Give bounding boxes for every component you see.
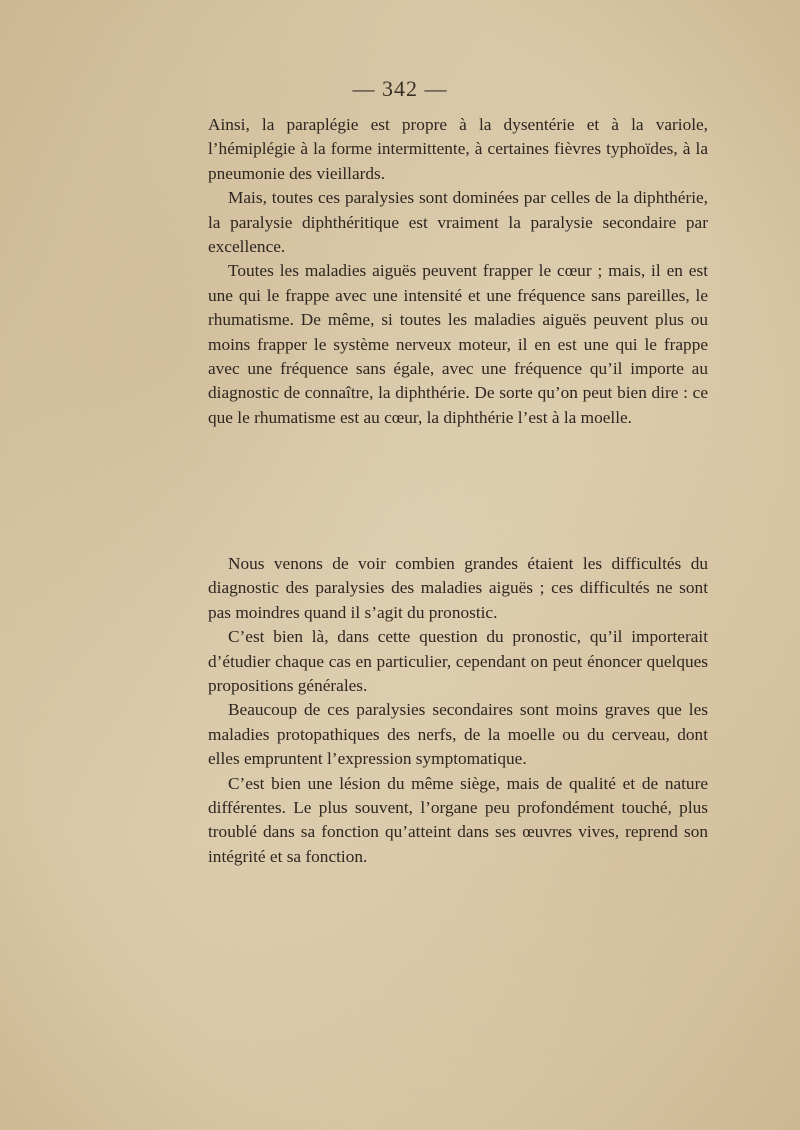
paragraph: C’est bien une lésion du même siège, mais de qualité et de nature différentes. Le plus souvent, l’organe peu profondément touché, plus troublé dans sa fonction qu’atteint dans ses œuvres vives, reprend son intégrité et sa fonction. [208,773,708,866]
paragraph: Nous venons de voir combien grandes étaient les difficultés du diagnostic des paralysies des maladies aiguës ; ces difficultés ne sont pas moindres quand il s’agit du pronostic. [208,554,708,622]
paragraph: C’est bien là, dans cette question du pronostic, qu’il importerait d’étudier chaque cas en particulier, cependant on peut énoncer quelques propositions générales. [208,627,708,696]
paragraph: Beaucoup de ces paralysies secondaires sont moins graves que les maladies protopathiques des nerfs, de la moelle ou du cerveau, dont elles empruntent l’expression symptomatique. [208,700,708,769]
paragraph: Toutes les maladies aiguës peuvent frapper le cœur ; mais, il en est une qui le frappe avec une intensité et une fréquence sans pareilles, le rhumatisme. De même, si toutes les maladies aiguës peuvent plus ou moins frapper le système nerveux moteur, il en est une qui le frappe avec une fréquence sans égale, avec une fréquence qu’il importe au diagnostic de connaître, la diphthérie. De sorte qu’on peut bien dire : ce que le rhumatisme est au cœur, la diphthérie l’est à la moelle. [208,261,708,427]
text-section-1 [208,113,708,430]
text-section-2 [208,552,708,869]
paragraph: Ainsi, la paraplégie est propre à la dysentérie et à la variole, l’hémiplégie à la forme intermittente, à certaines fièvres typhoïdes, à la pneumonie des vieillards. [208,115,708,183]
page-number: — 342 — [352,76,448,101]
paragraph: Mais, toutes ces paralysies sont dominées par celles de la diphthérie, la paralysie diphthéritique est vraiment la paralysie secondaire par excellence. [208,188,708,257]
